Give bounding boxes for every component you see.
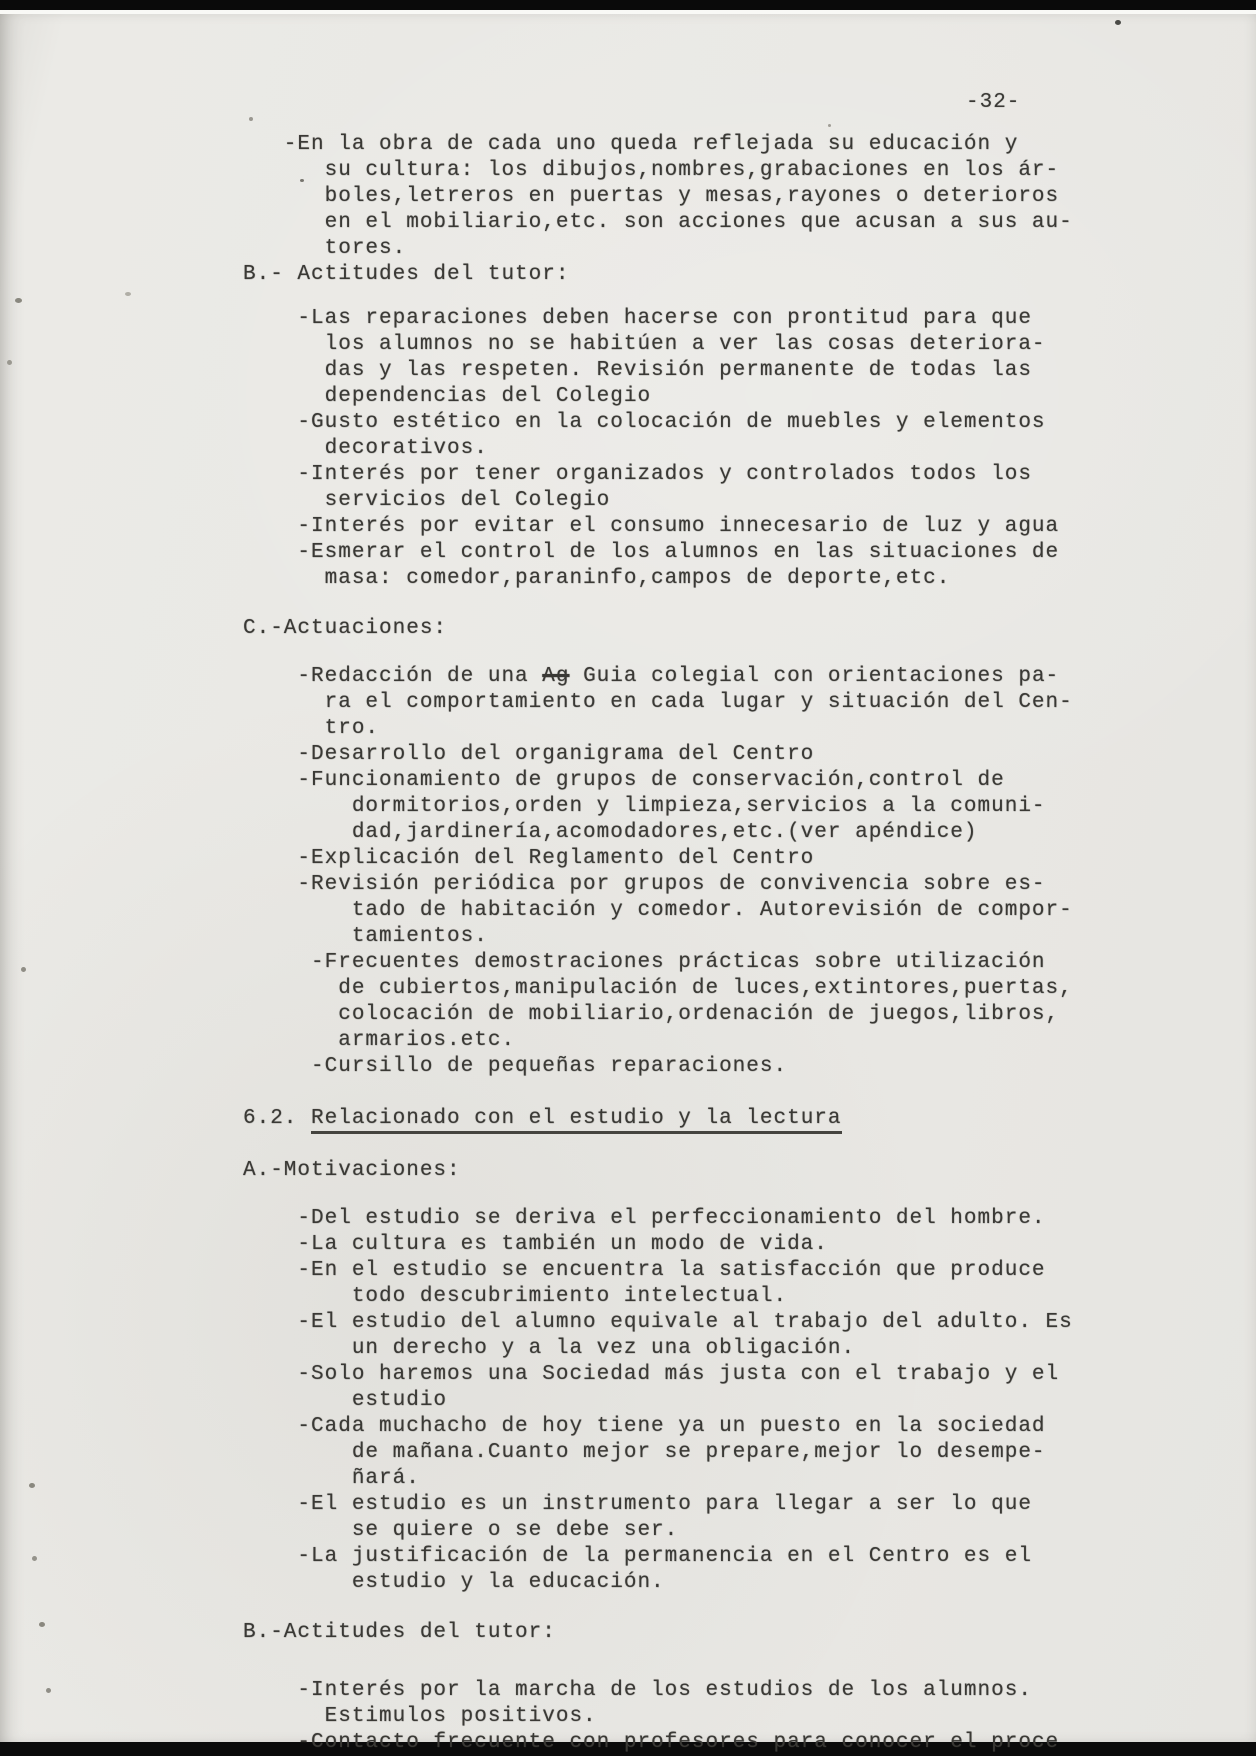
text-line: tado de habitación y comedor. Autorevisión de compor-: [243, 899, 1073, 922]
paper-speck: [249, 117, 253, 121]
text-line: -Funcionamiento de grupos de conservación,control de: [243, 769, 1005, 792]
text-line: -Gusto estético en la colocación de muebles y elementos: [243, 411, 1046, 434]
text-line: ra el comportamiento en cada lugar y situación del Cen-: [243, 691, 1073, 714]
text-line: tamientos.: [243, 925, 488, 948]
scanner-bed-edge: [0, 0, 1256, 10]
text-line: dad,jardinería,acomodadores,etc.(ver apéndice): [243, 821, 978, 844]
paper-speck: [21, 967, 26, 972]
text-line: -Cursillo de pequeñas reparaciones.: [243, 1055, 788, 1078]
paper-speck: [125, 292, 131, 296]
text-segment: -Redacción de una: [243, 665, 543, 688]
heading-underlined-text: Relacionado con el estudio y la lectura: [311, 1107, 841, 1134]
text-line: -Las reparaciones deben hacerse con prontitud para que: [243, 307, 1032, 330]
text-line-clipped: -Contacto frecuente con profesores para conocer el proce: [243, 1731, 1060, 1754]
section-header: C.-Actuaciones:: [243, 617, 448, 640]
paper-speck: [1115, 20, 1121, 25]
text-line: Estimulos positivos.: [243, 1705, 597, 1728]
bullets-actuaciones: [243, 664, 1256, 1080]
bullets-motivaciones: [243, 1206, 1256, 1596]
section-header-a-motivaciones: [243, 1158, 1256, 1184]
text-line: los alumnos no se habitúen a ver las cosas deteriora-: [243, 333, 1046, 356]
text-line: -Frecuentes demostraciones prácticas sobre utilización: [243, 951, 1046, 974]
text-line: -En el estudio se encuentra la satisfacción que produce: [243, 1259, 1046, 1282]
text-line: -La cultura es también un modo de vida.: [243, 1233, 828, 1256]
struck-out-text: Ag: [542, 665, 570, 688]
text-segment: Guia colegial con orientaciones pa-: [569, 665, 1060, 688]
text-line: -Cada muchacho de hoy tiene ya un puesto en la sociedad: [243, 1415, 1046, 1438]
text-line: -Revisión periódica por grupos de convivencia sobre es-: [243, 873, 1046, 896]
text-line: -El estudio es un instrumento para llegar a ser lo que: [243, 1493, 1032, 1516]
text-line: de mañana.Cuanto mejor se prepare,mejor lo desempe-: [243, 1441, 1046, 1464]
paper-speck: [828, 124, 831, 127]
section-header: B.-Actitudes del tutor:: [243, 1621, 556, 1644]
text-line: de cubiertos,manipulación de luces,extintores,puertas,: [243, 977, 1073, 1000]
text-line: -Interés por la marcha de los estudios de los alumnos.: [243, 1679, 1032, 1702]
text-line: en el mobiliario,etc. son acciones que acusan a sus au-: [243, 211, 1073, 234]
paper-speck: [29, 1483, 35, 1488]
text-line: ñará.: [243, 1467, 420, 1490]
text-line: tores.: [243, 237, 407, 260]
text-line: -En la obra de cada uno queda reflejada su educación y: [243, 133, 1019, 156]
paragraph-obra: [243, 132, 1256, 262]
page-number: -32-: [966, 91, 1021, 114]
section-header-c-actuaciones: [243, 616, 1256, 642]
heading-number: 6.2.: [243, 1107, 312, 1130]
text-line: todo descubrimiento intelectual.: [243, 1285, 788, 1308]
text-line: un derecho y a la vez una obligación.: [243, 1337, 856, 1360]
text-line: estudio: [243, 1389, 448, 1412]
section-heading-6-2: [243, 1106, 1256, 1132]
text-line: -Del estudio se deriva el perfeccionamiento del hombre.: [243, 1207, 1046, 1230]
text-line: -Interés por tener organizados y controlados todos los: [243, 463, 1032, 486]
paper-speck: [39, 1622, 45, 1627]
section-header: A.-Motivaciones:: [243, 1159, 461, 1182]
text-line: se quiere o se debe ser.: [243, 1519, 679, 1542]
text-line: dormitorios,orden y limpieza,servicios a la comuni-: [243, 795, 1046, 818]
text-line: dependencias del Colegio: [243, 385, 652, 408]
text-line: tro.: [243, 717, 380, 740]
text-line: -La justificación de la permanencia en el Centro es el: [243, 1545, 1032, 1568]
paper-speck: [32, 1556, 37, 1561]
text-line: -Interés por evitar el consumo innecesario de luz y agua: [243, 515, 1060, 538]
text-line: decorativos.: [243, 437, 488, 460]
text-line: -Esmerar el control de los alumnos en las situaciones de: [243, 541, 1060, 564]
text-line: armarios.etc.: [243, 1029, 516, 1052]
bullets-actitudes-1: [243, 306, 1256, 592]
section-header: B.- Actitudes del tutor:: [243, 263, 570, 286]
typewritten-body: [243, 132, 1256, 1756]
text-line: masa: comedor,paraninfo,campos de deporte,etc.: [243, 567, 951, 590]
text-line: estudio y la educación.: [243, 1571, 665, 1594]
text-line: su cultura: los dibujos,nombres,grabaciones en los ár-: [243, 159, 1060, 182]
section-header-b-actitudes-1: [243, 262, 1256, 288]
text-line: das y las respeten. Revisión permanente de todas las: [243, 359, 1032, 382]
section-heading-line: [243, 1106, 1256, 1132]
text-line: -Solo haremos una Sociedad más justa con el trabajo y el: [243, 1363, 1060, 1386]
paper-speck: [46, 1688, 51, 1693]
text-line: servicios del Colegio: [243, 489, 611, 512]
text-line: boles,letreros en puertas y mesas,rayones o deterioros: [243, 185, 1060, 208]
section-header-b-actitudes-2: [243, 1620, 1256, 1646]
text-line: colocación de mobiliario,ordenación de juegos,libros,: [243, 1003, 1060, 1026]
text-line: -Desarrollo del organigrama del Centro: [243, 743, 815, 766]
paper-sheet: [0, 10, 1256, 1754]
paper-speck: [7, 360, 12, 365]
bullets-actitudes-2: [243, 1678, 1256, 1756]
text-line: -El estudio del alumno equivale al trabajo del adulto. Es: [243, 1311, 1073, 1334]
text-line-with-strikethrough: [243, 664, 1256, 690]
paper-speck: [15, 298, 22, 303]
text-line: -Explicación del Reglamento del Centro: [243, 847, 815, 870]
